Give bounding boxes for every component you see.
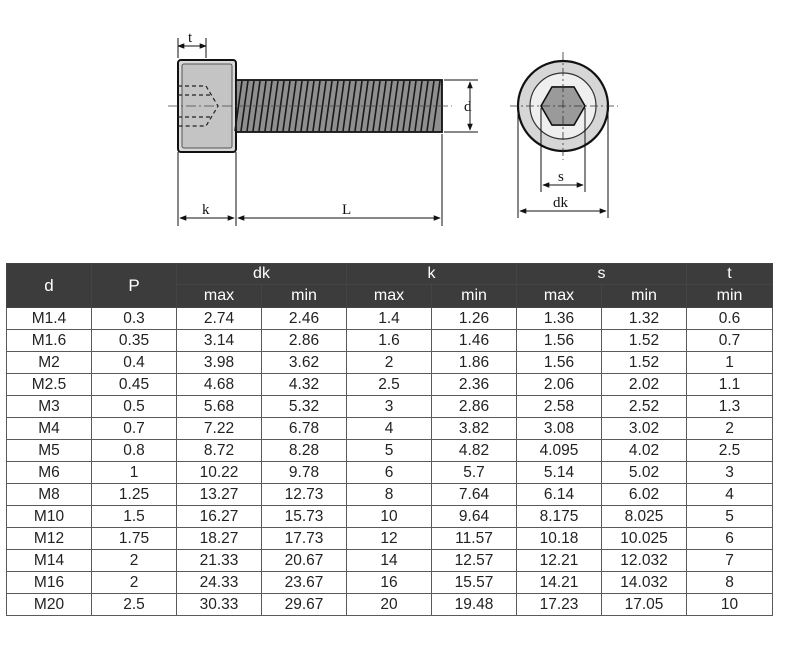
cell-t-min: 4 [687, 484, 773, 506]
cell-dk-max: 2.74 [177, 308, 262, 330]
cell-k-max: 12 [347, 528, 432, 550]
cell-d: M16 [7, 572, 92, 594]
table-body [7, 308, 773, 616]
cell-d: M20 [7, 594, 92, 616]
cell-k-min: 3.82 [432, 418, 517, 440]
cell-k-max: 6 [347, 462, 432, 484]
cell-t-min: 2 [687, 418, 773, 440]
cell-s-min: 1.32 [602, 308, 687, 330]
table-row [7, 484, 773, 506]
cell-k-min: 19.48 [432, 594, 517, 616]
cell-s-min: 4.02 [602, 440, 687, 462]
cell-dk-min: 12.73 [262, 484, 347, 506]
cell-s-max: 14.21 [517, 572, 602, 594]
cell-k-min: 5.7 [432, 462, 517, 484]
label-s: s [558, 169, 564, 185]
cell-k-min: 2.36 [432, 374, 517, 396]
cell-t-min: 8 [687, 572, 773, 594]
cell-d: M12 [7, 528, 92, 550]
header-d: d [7, 264, 92, 308]
cell-P: 1.75 [92, 528, 177, 550]
cell-k-max: 10 [347, 506, 432, 528]
header-k: k [347, 264, 517, 285]
cell-s-max: 1.56 [517, 352, 602, 374]
cell-dk-max: 4.68 [177, 374, 262, 396]
table-row [7, 594, 773, 616]
cell-dk-max: 5.68 [177, 396, 262, 418]
cell-t-min: 2.5 [687, 440, 773, 462]
cell-s-max: 1.56 [517, 330, 602, 352]
screw-side-view [168, 60, 452, 152]
cell-t-min: 10 [687, 594, 773, 616]
cell-s-min: 12.032 [602, 550, 687, 572]
table-row [7, 550, 773, 572]
label-d: d [464, 99, 472, 115]
cell-dk-min: 6.78 [262, 418, 347, 440]
subheader-dk-max: max [177, 285, 262, 308]
cell-s-min: 1.52 [602, 330, 687, 352]
cell-k-max: 8 [347, 484, 432, 506]
cell-dk-max: 13.27 [177, 484, 262, 506]
cell-dk-max: 18.27 [177, 528, 262, 550]
subheader-s-max: max [517, 285, 602, 308]
cell-k-max: 20 [347, 594, 432, 616]
cell-dk-max: 30.33 [177, 594, 262, 616]
table-row [7, 462, 773, 484]
subheader-s-min: min [602, 285, 687, 308]
cell-d: M2 [7, 352, 92, 374]
cell-dk-max: 3.98 [177, 352, 262, 374]
table-row [7, 352, 773, 374]
cell-k-max: 2 [347, 352, 432, 374]
table-row [7, 418, 773, 440]
cell-P: 0.3 [92, 308, 177, 330]
cell-s-max: 4.095 [517, 440, 602, 462]
label-L: L [342, 202, 352, 218]
cell-k-min: 4.82 [432, 440, 517, 462]
cell-k-max: 16 [347, 572, 432, 594]
cell-s-min: 8.025 [602, 506, 687, 528]
cell-s-min: 17.05 [602, 594, 687, 616]
cell-k-max: 5 [347, 440, 432, 462]
cell-t-min: 1 [687, 352, 773, 374]
cell-dk-max: 10.22 [177, 462, 262, 484]
table-row [7, 528, 773, 550]
cell-s-max: 8.175 [517, 506, 602, 528]
subheader-t-min: min [687, 285, 773, 308]
table-row [7, 308, 773, 330]
cell-s-min: 2.52 [602, 396, 687, 418]
cell-P: 1 [92, 462, 177, 484]
dimension-d [444, 80, 478, 132]
cell-dk-min: 17.73 [262, 528, 347, 550]
cell-dk-min: 5.32 [262, 396, 347, 418]
cell-P: 0.7 [92, 418, 177, 440]
cell-dk-min: 4.32 [262, 374, 347, 396]
cell-d: M1.6 [7, 330, 92, 352]
cell-t-min: 1.1 [687, 374, 773, 396]
cell-s-min: 3.02 [602, 418, 687, 440]
cell-s-max: 10.18 [517, 528, 602, 550]
cell-s-min: 6.02 [602, 484, 687, 506]
cell-P: 0.8 [92, 440, 177, 462]
table-row [7, 506, 773, 528]
cell-P: 0.45 [92, 374, 177, 396]
cell-dk-max: 3.14 [177, 330, 262, 352]
cell-P: 1.5 [92, 506, 177, 528]
table-row [7, 572, 773, 594]
cell-k-min: 15.57 [432, 572, 517, 594]
cell-k-max: 14 [347, 550, 432, 572]
cell-dk-min: 20.67 [262, 550, 347, 572]
subheader-k-max: max [347, 285, 432, 308]
cell-k-min: 1.86 [432, 352, 517, 374]
cell-s-min: 1.52 [602, 352, 687, 374]
cell-k-max: 2.5 [347, 374, 432, 396]
cell-P: 0.5 [92, 396, 177, 418]
cell-s-max: 2.58 [517, 396, 602, 418]
cell-dk-max: 24.33 [177, 572, 262, 594]
cell-s-max: 6.14 [517, 484, 602, 506]
table-row [7, 440, 773, 462]
cell-dk-min: 23.67 [262, 572, 347, 594]
cell-P: 0.4 [92, 352, 177, 374]
table-header-row [7, 264, 773, 285]
cell-d: M3 [7, 396, 92, 418]
label-dk: dk [553, 195, 568, 211]
cell-t-min: 1.3 [687, 396, 773, 418]
table-row [7, 396, 773, 418]
cell-k-max: 3 [347, 396, 432, 418]
header-t: t [687, 264, 773, 285]
cell-dk-min: 8.28 [262, 440, 347, 462]
cell-d: M5 [7, 440, 92, 462]
cell-t-min: 7 [687, 550, 773, 572]
cell-k-max: 1.6 [347, 330, 432, 352]
cell-d: M2.5 [7, 374, 92, 396]
cell-s-max: 5.14 [517, 462, 602, 484]
cell-s-max: 2.06 [517, 374, 602, 396]
cell-d: M1.4 [7, 308, 92, 330]
cell-dk-max: 16.27 [177, 506, 262, 528]
cell-s-max: 3.08 [517, 418, 602, 440]
cell-dk-max: 21.33 [177, 550, 262, 572]
header-s: s [517, 264, 687, 285]
cell-d: M14 [7, 550, 92, 572]
cell-d: M10 [7, 506, 92, 528]
cell-d: M4 [7, 418, 92, 440]
cell-dk-min: 3.62 [262, 352, 347, 374]
cell-s-max: 1.36 [517, 308, 602, 330]
cell-d: M8 [7, 484, 92, 506]
cell-d: M6 [7, 462, 92, 484]
cell-s-min: 5.02 [602, 462, 687, 484]
label-k: k [202, 202, 210, 218]
cell-t-min: 3 [687, 462, 773, 484]
cell-k-min: 1.26 [432, 308, 517, 330]
cell-k-min: 7.64 [432, 484, 517, 506]
cell-P: 2 [92, 572, 177, 594]
cell-s-min: 2.02 [602, 374, 687, 396]
cell-dk-min: 2.46 [262, 308, 347, 330]
screw-technical-drawing [0, 0, 800, 250]
cell-k-min: 11.57 [432, 528, 517, 550]
cell-k-max: 1.4 [347, 308, 432, 330]
cell-dk-min: 2.86 [262, 330, 347, 352]
cell-k-min: 9.64 [432, 506, 517, 528]
cell-s-min: 10.025 [602, 528, 687, 550]
cell-P: 2.5 [92, 594, 177, 616]
cell-k-min: 1.46 [432, 330, 517, 352]
screw-end-view [510, 52, 618, 160]
cell-P: 1.25 [92, 484, 177, 506]
table-row [7, 330, 773, 352]
cell-dk-min: 9.78 [262, 462, 347, 484]
cell-k-max: 4 [347, 418, 432, 440]
subheader-dk-min: min [262, 285, 347, 308]
cell-dk-max: 7.22 [177, 418, 262, 440]
cell-k-min: 12.57 [432, 550, 517, 572]
cell-dk-min: 15.73 [262, 506, 347, 528]
cell-t-min: 0.7 [687, 330, 773, 352]
dimension-spec-table [6, 263, 773, 616]
cell-P: 2 [92, 550, 177, 572]
cell-t-min: 6 [687, 528, 773, 550]
cell-s-max: 12.21 [517, 550, 602, 572]
cell-s-min: 14.032 [602, 572, 687, 594]
cell-dk-min: 29.67 [262, 594, 347, 616]
table-row [7, 374, 773, 396]
cell-P: 0.35 [92, 330, 177, 352]
cell-dk-max: 8.72 [177, 440, 262, 462]
label-t: t [188, 30, 193, 46]
cell-t-min: 5 [687, 506, 773, 528]
cell-t-min: 0.6 [687, 308, 773, 330]
header-P: P [92, 264, 177, 308]
subheader-k-min: min [432, 285, 517, 308]
header-dk: dk [177, 264, 347, 285]
cell-s-max: 17.23 [517, 594, 602, 616]
cell-k-min: 2.86 [432, 396, 517, 418]
